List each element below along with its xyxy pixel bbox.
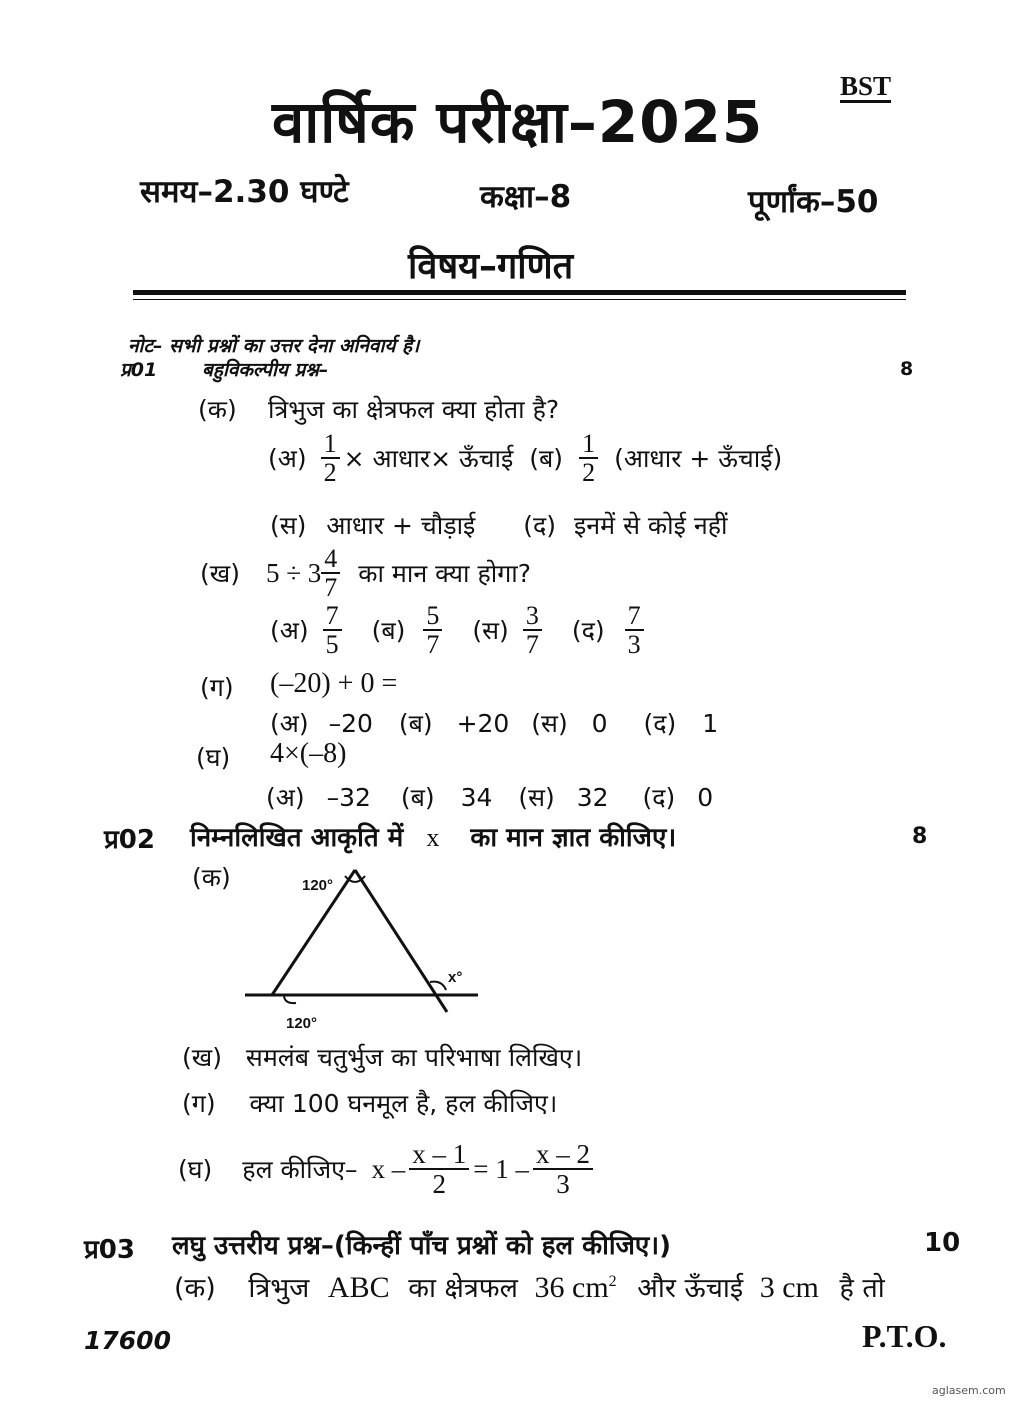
q2d-text: हल कीजिए– (242, 1155, 358, 1185)
right-angle-label: x° (448, 969, 463, 986)
q3a-text-4: है तो (839, 1273, 885, 1304)
q1d-opt-c-value: 32 (576, 783, 609, 812)
q1b-question (200, 545, 531, 602)
q3-title: लघु उत्तरीय प्रश्न–(किन्हीं पाँच प्रश्नों को हल कीजिए।) (172, 1231, 671, 1261)
q1d-opt-b-label: (ब) (400, 783, 435, 812)
q1c-opt-c-label: (स) (531, 709, 568, 738)
q1c-expression: (–20) + 0 = (270, 668, 398, 699)
q1d-options (266, 780, 713, 814)
q2d-fraction-2: $\frac{x - 2}{3}$ (533, 1140, 593, 1199)
q1c-opt-a-label: (अ) (270, 709, 309, 738)
q3a-height: 3 cm (759, 1271, 819, 1304)
q1b-opt-b-label: (ब) (371, 616, 406, 646)
q2b-label: (ख) (182, 1043, 222, 1072)
q1a-text: त्रिभुज का क्षेत्रफल क्या होता है? (268, 395, 560, 424)
triangle-right-side (355, 870, 447, 1012)
q1b-opt-c-label: (स) (472, 616, 509, 646)
q1b-expression: 5 ÷ 3 (265, 557, 322, 588)
instruction-note: नोट– सभी प्रश्नों का उत्तर देना अनिवार्य है। (128, 335, 420, 357)
q1d-opt-b-value: 34 (460, 783, 493, 812)
q1-title: बहुविकल्पीय प्रश्न– (202, 359, 329, 381)
q1a-opt-a-fraction: $\frac{1}{2}$ (321, 430, 340, 487)
q3-marks: 10 (924, 1228, 961, 1258)
q3a-text-1: त्रिभुज (248, 1273, 310, 1304)
q1d-opt-d-value: 0 (697, 783, 714, 812)
exam-marks: पूर्णांक–50 (748, 184, 879, 220)
q1a-opt-d-label: (द) (523, 511, 557, 540)
q2-title-text-2: का मान ज्ञात कीजिए। (470, 823, 677, 853)
q1b-text: का मान क्या होगा? (358, 559, 532, 589)
page-turn-over: P.T.O. (862, 1318, 947, 1354)
q1-marks: 8 (900, 358, 914, 380)
q1c-opt-d-label: (द) (643, 709, 677, 738)
q1a-opt-b-text: (आधार + ऊँचाई) (614, 444, 783, 474)
q1c-opt-a-value: –20 (328, 709, 373, 738)
q1a-opt-a-text: × आधार× ऊँचाई (343, 444, 514, 474)
q1a-opt-a-label: (अ) (268, 444, 307, 474)
q1b-opt-d-label: (द) (571, 616, 605, 646)
q1a-label: (क) (198, 395, 237, 424)
q1a-opt-c-text: आधार + चौड़ाई (326, 511, 476, 540)
q1d-opt-c-label: (स) (518, 783, 555, 812)
q1-number: प्र01 (120, 359, 158, 381)
q2-title-text: निम्नलिखित आकृति में (190, 823, 404, 853)
q2c-text: क्या 100 घनमूल है, हल कीजिए। (249, 1089, 558, 1118)
q1b-opt-d-fraction: $\frac{7}{3}$ (625, 602, 644, 659)
watermark-site: aglasem.com (932, 1384, 1006, 1397)
q1c-label: (ग) (200, 673, 234, 702)
q3a-area-power: 2 (608, 1273, 617, 1290)
q1c-options (270, 706, 718, 740)
q1a-options-row2 (270, 508, 727, 542)
q1d-expression: 4×(–8) (270, 738, 347, 769)
q1b-label: (ख) (200, 559, 240, 589)
q1d-label: (घ) (196, 743, 231, 772)
q1b-opt-b-fraction: $\frac{5}{7}$ (423, 602, 442, 659)
q2b (182, 1040, 582, 1074)
q2a-label: (क) (192, 863, 231, 892)
q1d-opt-a-value: –32 (326, 783, 371, 812)
q3-number: प्र03 (84, 1235, 135, 1265)
q2-number: प्र02 (104, 825, 155, 855)
exam-title: वार्षिक परीक्षा–2025 (272, 88, 764, 156)
q1b-opt-c-fraction: $\frac{3}{7}$ (523, 602, 542, 659)
q2c (182, 1086, 557, 1120)
q2d (178, 1140, 597, 1199)
top-angle-label: 120° (302, 877, 334, 894)
header-divider-thin (133, 299, 906, 300)
exam-time: समय–2.30 घण्टे (140, 174, 349, 210)
q2-variable: x (426, 823, 440, 852)
bottom-angle-label: 120° (286, 1015, 318, 1032)
q3a-triangle-name: ABC (327, 1271, 390, 1304)
paper-number: 17600 (84, 1326, 171, 1355)
q2d-lhs: x – (371, 1153, 406, 1184)
q2d-label: (घ) (178, 1155, 213, 1185)
q1c-opt-c-value: 0 (591, 709, 608, 738)
q3a-text-2: का क्षेत्रफल (408, 1273, 518, 1304)
q2d-mid: = 1 – (473, 1153, 529, 1184)
q1a-options-row1 (268, 430, 782, 487)
q1a-opt-b-label: (ब) (529, 444, 564, 474)
exam-class: कक्षा–8 (480, 179, 572, 215)
q1a-opt-b-fraction: $\frac{1}{2}$ (579, 430, 598, 487)
q3a (174, 1268, 885, 1305)
q1c-opt-b-label: (ब) (398, 709, 433, 738)
q2c-label: (ग) (182, 1089, 216, 1118)
q1a-opt-c-label: (स) (270, 511, 307, 540)
q1b-opt-a-fraction: $\frac{7}{5}$ (323, 602, 342, 659)
q1d-opt-d-label: (द) (642, 783, 676, 812)
header-divider-thick (133, 290, 906, 295)
q1a-opt-d-text: इनमें से कोई नहीं (574, 511, 728, 540)
q1c-opt-d-value: 1 (702, 709, 719, 738)
q1b-mixed-fraction: $\frac{4}{7}$ (321, 545, 340, 602)
q3a-area (535, 1271, 617, 1304)
exam-subject: विषय–गणित (408, 246, 574, 287)
q1d-opt-a-label: (अ) (266, 783, 305, 812)
q2-marks: 8 (912, 824, 928, 849)
q2b-text: समलंब चतुर्भुज का परिभाषा लिखिए। (245, 1043, 583, 1072)
q3a-text-3: और ऊँचाई (637, 1273, 744, 1304)
q3a-area-value: 36 cm (534, 1271, 609, 1304)
paper-code: BST (840, 72, 891, 103)
triangle-figure (240, 862, 490, 1042)
q1b-opt-a-label: (अ) (270, 616, 309, 646)
q1b-options (270, 602, 648, 659)
q1c-opt-b-value: +20 (456, 709, 510, 738)
q2d-fraction-1: $\frac{x - 1}{2}$ (409, 1140, 469, 1199)
q3a-label: (क) (174, 1273, 216, 1304)
q2-title (190, 818, 676, 854)
